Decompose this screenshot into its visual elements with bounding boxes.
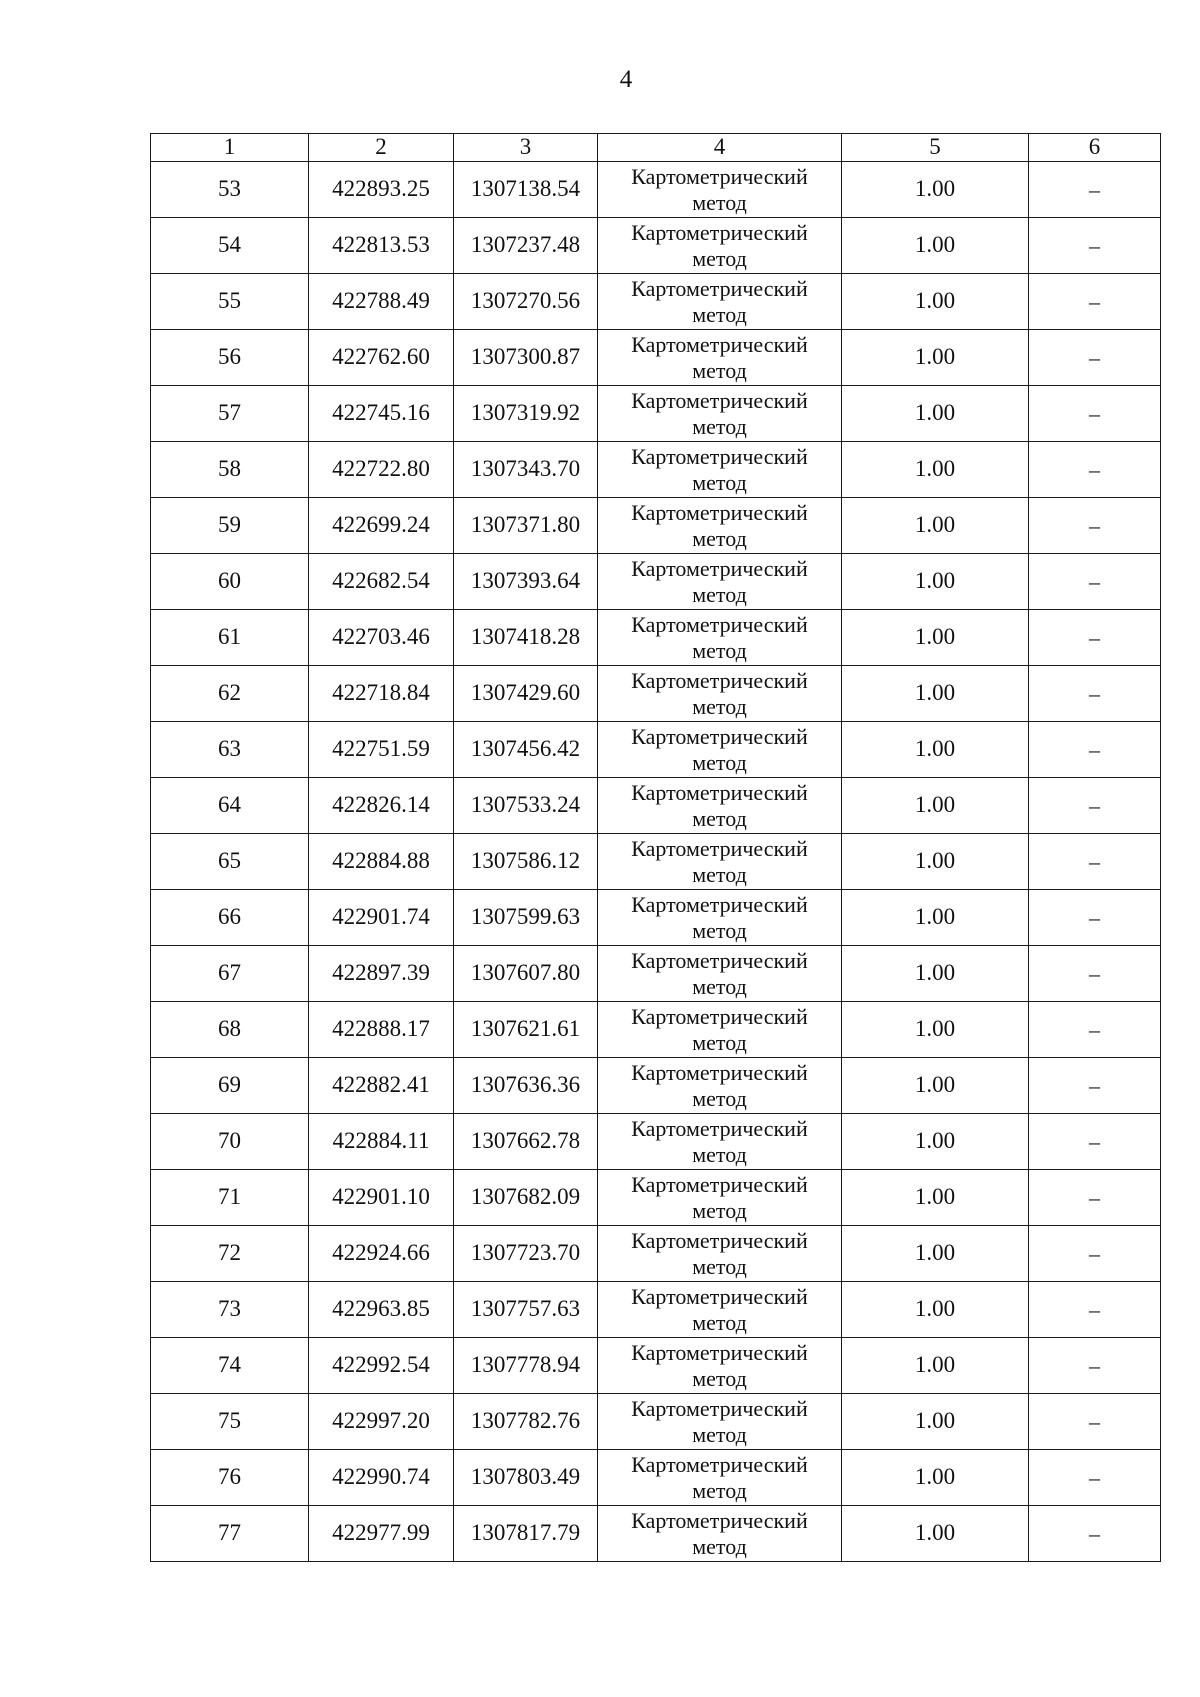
point-number-cell: 74 [151,1338,309,1394]
note-cell: – [1029,1506,1161,1562]
method-cell: Картометрический метод [598,1450,842,1506]
y-coordinate-cell: 1307607.80 [454,946,598,1002]
y-coordinate-cell: 1307300.87 [454,330,598,386]
accuracy-cell: 1.00 [842,778,1029,834]
y-coordinate-cell: 1307757.63 [454,1282,598,1338]
note-cell: – [1029,1394,1161,1450]
x-coordinate-cell: 422888.17 [309,1002,454,1058]
point-number-cell: 55 [151,274,309,330]
y-coordinate-cell: 1307319.92 [454,386,598,442]
y-coordinate-cell: 1307270.56 [454,274,598,330]
accuracy-cell: 1.00 [842,1506,1029,1562]
table-row [151,442,1161,498]
y-coordinate-cell: 1307343.70 [454,442,598,498]
x-coordinate-cell: 422897.39 [309,946,454,1002]
table-row [151,1282,1161,1338]
table-row [151,1114,1161,1170]
accuracy-cell: 1.00 [842,1282,1029,1338]
point-number-cell: 61 [151,610,309,666]
accuracy-cell: 1.00 [842,834,1029,890]
y-coordinate-cell: 1307817.79 [454,1506,598,1562]
table-row [151,778,1161,834]
y-coordinate-cell: 1307418.28 [454,610,598,666]
coordinates-table [150,133,1161,1562]
note-cell: – [1029,1170,1161,1226]
x-coordinate-cell: 422788.49 [309,274,454,330]
note-cell: – [1029,274,1161,330]
note-cell: – [1029,498,1161,554]
method-cell: Картометрический метод [598,1282,842,1338]
accuracy-cell: 1.00 [842,1394,1029,1450]
x-coordinate-cell: 422884.88 [309,834,454,890]
y-coordinate-cell: 1307456.42 [454,722,598,778]
table-row [151,610,1161,666]
accuracy-cell: 1.00 [842,1226,1029,1282]
y-coordinate-cell: 1307237.48 [454,218,598,274]
method-cell: Картометрический метод [598,946,842,1002]
point-number-cell: 73 [151,1282,309,1338]
y-coordinate-cell: 1307662.78 [454,1114,598,1170]
y-coordinate-cell: 1307723.70 [454,1226,598,1282]
point-number-cell: 70 [151,1114,309,1170]
x-coordinate-cell: 422718.84 [309,666,454,722]
column-header: 3 [454,134,598,162]
table-row [151,722,1161,778]
point-number-cell: 69 [151,1058,309,1114]
method-cell: Картометрический метод [598,778,842,834]
x-coordinate-cell: 422992.54 [309,1338,454,1394]
method-cell: Картометрический метод [598,1114,842,1170]
y-coordinate-cell: 1307778.94 [454,1338,598,1394]
note-cell: – [1029,778,1161,834]
note-cell: – [1029,722,1161,778]
accuracy-cell: 1.00 [842,1058,1029,1114]
page-number: 4 [619,66,633,93]
point-number-cell: 71 [151,1170,309,1226]
y-coordinate-cell: 1307636.36 [454,1058,598,1114]
y-coordinate-cell: 1307682.09 [454,1170,598,1226]
x-coordinate-cell: 422990.74 [309,1450,454,1506]
note-cell: – [1029,162,1161,218]
table-row [151,1058,1161,1114]
point-number-cell: 54 [151,218,309,274]
point-number-cell: 62 [151,666,309,722]
point-number-cell: 68 [151,1002,309,1058]
note-cell: – [1029,1114,1161,1170]
accuracy-cell: 1.00 [842,162,1029,218]
table-row [151,330,1161,386]
method-cell: Картометрический метод [598,1170,842,1226]
accuracy-cell: 1.00 [842,1338,1029,1394]
note-cell: – [1029,1450,1161,1506]
method-cell: Картометрический метод [598,1058,842,1114]
point-number-cell: 59 [151,498,309,554]
accuracy-cell: 1.00 [842,1450,1029,1506]
x-coordinate-cell: 422813.53 [309,218,454,274]
x-coordinate-cell: 422977.99 [309,1506,454,1562]
point-number-cell: 67 [151,946,309,1002]
point-number-cell: 77 [151,1506,309,1562]
accuracy-cell: 1.00 [842,498,1029,554]
y-coordinate-cell: 1307803.49 [454,1450,598,1506]
point-number-cell: 60 [151,554,309,610]
x-coordinate-cell: 422751.59 [309,722,454,778]
method-cell: Картометрический метод [598,890,842,946]
note-cell: – [1029,666,1161,722]
note-cell: – [1029,1226,1161,1282]
point-number-cell: 57 [151,386,309,442]
method-cell: Картометрический метод [598,442,842,498]
header-row [151,134,1161,162]
method-cell: Картометрический метод [598,554,842,610]
note-cell: – [1029,1282,1161,1338]
note-cell: – [1029,890,1161,946]
point-number-cell: 65 [151,834,309,890]
point-number-cell: 56 [151,330,309,386]
method-cell: Картометрический метод [598,162,842,218]
column-header: 1 [151,134,309,162]
point-number-cell: 75 [151,1394,309,1450]
column-header: 2 [309,134,454,162]
method-cell: Картометрический метод [598,834,842,890]
column-header: 6 [1029,134,1161,162]
y-coordinate-cell: 1307586.12 [454,834,598,890]
note-cell: – [1029,1058,1161,1114]
x-coordinate-cell: 422826.14 [309,778,454,834]
column-header: 4 [598,134,842,162]
note-cell: – [1029,610,1161,666]
x-coordinate-cell: 422901.10 [309,1170,454,1226]
accuracy-cell: 1.00 [842,554,1029,610]
x-coordinate-cell: 422924.66 [309,1226,454,1282]
method-cell: Картометрический метод [598,330,842,386]
method-cell: Картометрический метод [598,218,842,274]
accuracy-cell: 1.00 [842,610,1029,666]
y-coordinate-cell: 1307138.54 [454,162,598,218]
y-coordinate-cell: 1307393.64 [454,554,598,610]
y-coordinate-cell: 1307533.24 [454,778,598,834]
table-row [151,1450,1161,1506]
point-number-cell: 66 [151,890,309,946]
table-row [151,218,1161,274]
point-number-cell: 58 [151,442,309,498]
table-row [151,386,1161,442]
accuracy-cell: 1.00 [842,946,1029,1002]
note-cell: – [1029,946,1161,1002]
table-row [151,1002,1161,1058]
x-coordinate-cell: 422963.85 [309,1282,454,1338]
table-row [151,274,1161,330]
y-coordinate-cell: 1307621.61 [454,1002,598,1058]
method-cell: Картометрический метод [598,274,842,330]
table-row [151,666,1161,722]
x-coordinate-cell: 422745.16 [309,386,454,442]
x-coordinate-cell: 422997.20 [309,1394,454,1450]
accuracy-cell: 1.00 [842,890,1029,946]
method-cell: Картометрический метод [598,1338,842,1394]
note-cell: – [1029,386,1161,442]
table-row [151,554,1161,610]
x-coordinate-cell: 422882.41 [309,1058,454,1114]
method-cell: Картометрический метод [598,1226,842,1282]
method-cell: Картометрический метод [598,666,842,722]
accuracy-cell: 1.00 [842,330,1029,386]
x-coordinate-cell: 422682.54 [309,554,454,610]
x-coordinate-cell: 422762.60 [309,330,454,386]
accuracy-cell: 1.00 [842,442,1029,498]
x-coordinate-cell: 422722.80 [309,442,454,498]
accuracy-cell: 1.00 [842,1170,1029,1226]
accuracy-cell: 1.00 [842,666,1029,722]
note-cell: – [1029,1338,1161,1394]
point-number-cell: 53 [151,162,309,218]
point-number-cell: 63 [151,722,309,778]
note-cell: – [1029,834,1161,890]
accuracy-cell: 1.00 [842,386,1029,442]
method-cell: Картометрический метод [598,722,842,778]
table-row [151,946,1161,1002]
coordinates-table-container [150,133,1160,1562]
point-number-cell: 76 [151,1450,309,1506]
note-cell: – [1029,554,1161,610]
table-row [151,1338,1161,1394]
note-cell: – [1029,442,1161,498]
table-body [151,162,1161,1562]
x-coordinate-cell: 422703.46 [309,610,454,666]
column-header: 5 [842,134,1029,162]
method-cell: Картометрический метод [598,386,842,442]
method-cell: Картометрический метод [598,1394,842,1450]
point-number-cell: 72 [151,1226,309,1282]
accuracy-cell: 1.00 [842,1002,1029,1058]
y-coordinate-cell: 1307371.80 [454,498,598,554]
table-row [151,834,1161,890]
table-row [151,890,1161,946]
y-coordinate-cell: 1307429.60 [454,666,598,722]
table-row [151,498,1161,554]
note-cell: – [1029,1002,1161,1058]
method-cell: Картометрический метод [598,498,842,554]
accuracy-cell: 1.00 [842,722,1029,778]
table-row [151,1506,1161,1562]
table-row [151,1394,1161,1450]
method-cell: Картометрический метод [598,1002,842,1058]
point-number-cell: 64 [151,778,309,834]
x-coordinate-cell: 422699.24 [309,498,454,554]
x-coordinate-cell: 422901.74 [309,890,454,946]
table-row [151,162,1161,218]
y-coordinate-cell: 1307782.76 [454,1394,598,1450]
table-row [151,1170,1161,1226]
accuracy-cell: 1.00 [842,1114,1029,1170]
x-coordinate-cell: 422884.11 [309,1114,454,1170]
note-cell: – [1029,330,1161,386]
method-cell: Картометрический метод [598,1506,842,1562]
note-cell: – [1029,218,1161,274]
y-coordinate-cell: 1307599.63 [454,890,598,946]
x-coordinate-cell: 422893.25 [309,162,454,218]
method-cell: Картометрический метод [598,610,842,666]
accuracy-cell: 1.00 [842,218,1029,274]
accuracy-cell: 1.00 [842,274,1029,330]
table-row [151,1226,1161,1282]
